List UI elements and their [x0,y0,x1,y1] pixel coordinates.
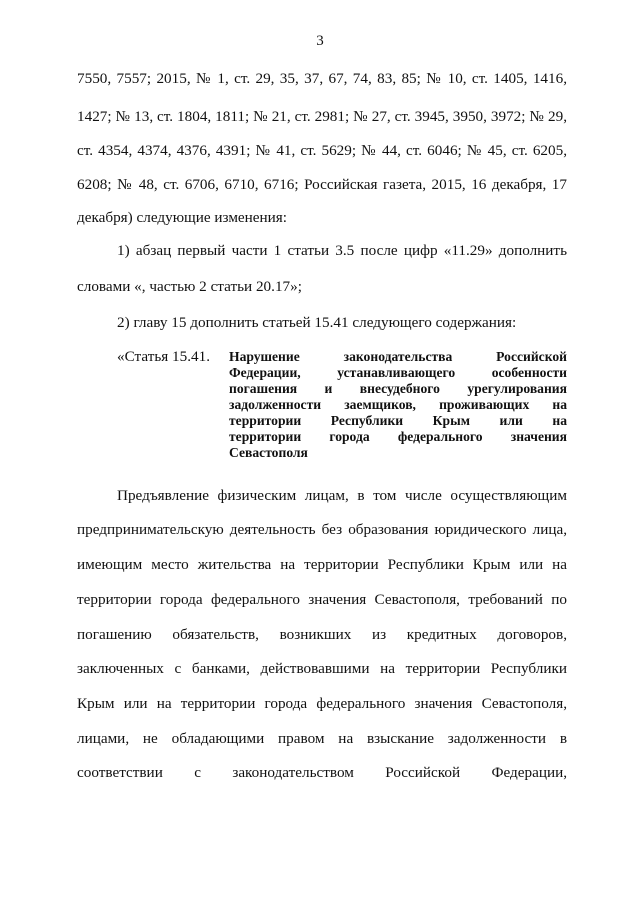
intro-line: 7550, 7557; 2015, № 1, ст. 29, 35, 37, 67, 74, 83, 85; № 10, ст. 1405, 1416, [77,70,567,87]
body-line: Предъявление физическим лицам, в том числе осуществляющим [117,487,567,504]
body-line: заключенных с банками, действовавшими на территории Республики [77,660,567,677]
article-title-line: задолженности заемщиков, проживающих на [229,397,567,412]
intro-line: 6208; № 48, ст. 6706, 6710, 6716; Российская газета, 2015, 16 декабря, 17 [77,176,567,193]
body-line: территории города федерального значения Севастополя, требований по [77,591,567,608]
article-title-line: Федерации, устанавливающего особенности [229,365,567,380]
article-title-line: погашения и внесудебного урегулирования [229,381,567,396]
article-label: «Статья 15.41. [117,348,211,365]
article-title-line: территории города федерального значения [229,429,567,444]
item-2-line: 2) главу 15 дополнить статьей 15.41 следующего содержания: [117,314,517,331]
body-line: соответствии с законодательством Российской Федерации, [77,764,567,781]
item-1-line: 1) абзац первый части 1 статьи 3.5 после цифр «11.29» дополнить [117,242,567,259]
body-line: Крым или на территории города федерального значения Севастополя, [77,695,567,712]
intro-line: ст. 4354, 4374, 4376, 4391; № 41, ст. 5629; № 44, ст. 6046; № 45, ст. 6205, [77,142,567,159]
intro-line: декабря) следующие изменения: [77,209,287,226]
intro-line: 1427; № 13, ст. 1804, 1811; № 21, ст. 2981; № 27, ст. 3945, 3950, 3972; № 29, [77,108,567,125]
article-title [229,349,567,461]
body-line: лицами, не обладающими правом на взыскание задолженности в [77,730,567,747]
body-line: предпринимательскую деятельность без образования юридического лица, [77,521,567,538]
page-number: 3 [316,33,324,49]
article-title-line: территории Республики Крым или на [229,413,567,428]
body-line: имеющим место жительства на территории Республики Крым или на [77,556,567,573]
item-1-line: словами «, частью 2 статьи 20.17»; [77,278,302,295]
body-line: погашению обязательств, возникших из кредитных договоров, [77,626,567,643]
article-title-line: Нарушение законодательства Российской [229,349,567,364]
article-title-line: Севастополя [229,445,308,460]
